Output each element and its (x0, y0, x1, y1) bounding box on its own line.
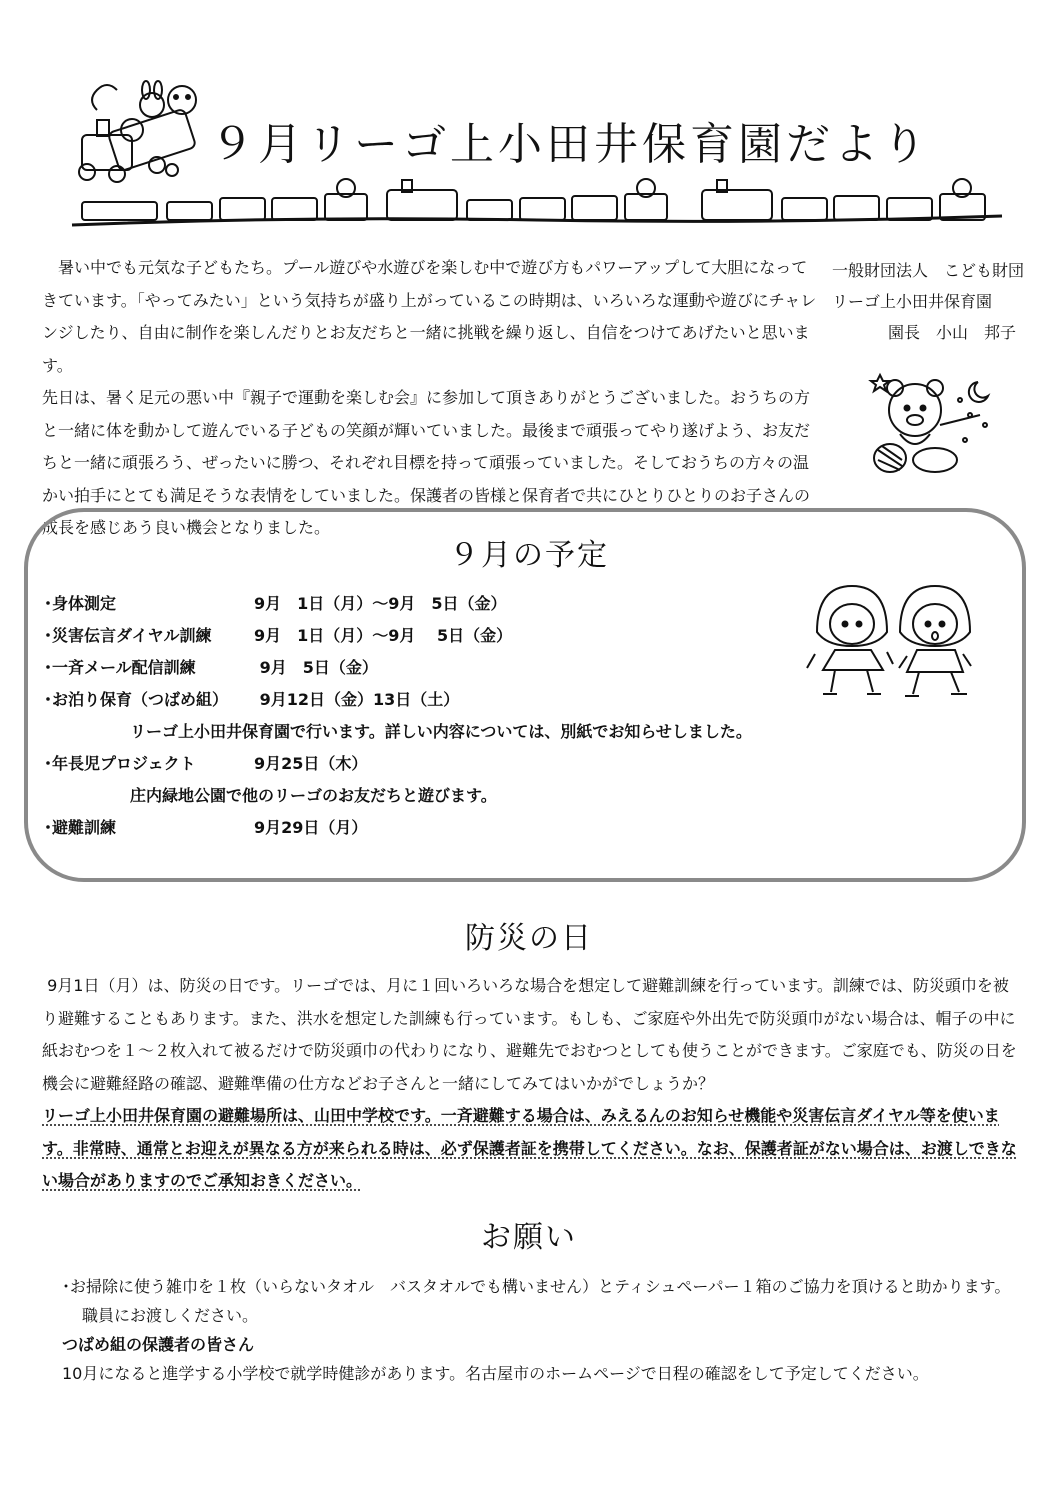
schedule-label: ･災害伝言ダイヤル訓練 (44, 626, 212, 645)
schedule-item (44, 589, 507, 619)
schedule-note-project: 庄内緑地公園で他のリーゴのお友だちと遊びます。 (130, 786, 497, 805)
schedule-item (44, 813, 367, 843)
schedule-date: 9月29日（月） (254, 818, 368, 837)
bosai-paragraph: 9月1日（月）は、防災の日です。リーゴでは、月に１回いろいろな場合を想定して避難訓練を行っています。訓練では、防災頭巾を被り避難することもあります。また、洪水を想定した訓練も行っています。もしも、ご家庭や外出先で防災頭巾がない場合は、帽子の中に紙おむつを１～２枚入れて被るだけで防災頭巾の代わりになり、避難先でおむつとしても使うことができます。ご家庭でも、防災の日を機会に避難経路の確認、避難準備の仕方などお子さんと一緒にしてみてはいかがでしょうか？ (42, 976, 1017, 1093)
schedule-date: 9月 1日（月）～9月 5日（金） (254, 626, 513, 645)
schedule-label: ･一斉メール配信訓練 (44, 658, 196, 677)
organization-info (832, 255, 1042, 348)
schedule-date: 9月 5日（金） (254, 658, 378, 677)
bosai-text (42, 970, 1017, 1198)
schedule-date: 9月 1日（月）～9月 5日（金） (254, 594, 507, 613)
train-border-illustration (72, 180, 1002, 235)
train-animals-illustration (72, 80, 202, 190)
schedule-label: ･避難訓練 (44, 818, 117, 837)
request-line-1: ･お掃除に使う雑巾を１枚（いらないタオル バスタオルでも構いません）とティシュペーパー１箱のご協力を頂けると助かります。 (62, 1277, 1011, 1296)
newsletter-title: ９月リーゴ上小田井保育園だより (210, 119, 930, 170)
director-name: 園長 小山 邦子 (888, 323, 1017, 342)
request-line-3: 10月になると進学する小学校で就学時健診があります。名古屋市のホームページで日程の確認をして予定してください。 (62, 1364, 929, 1383)
schedule-date: 9月12日（金）13日（土） (254, 690, 460, 709)
bosai-evacuation-notice: リーゴ上小田井保育園の避難場所は、山田中学校です。一斉避難する場合は、みえるんのお知らせ機能や災害伝言ダイヤル等を使います。非常時、通常とお迎えが異なる方が来られる時は、必ず保護者証を携帯してください。なお、保護者証がない場合は、お渡しできない場合がありますのでご承知おきください。 (42, 1106, 1017, 1190)
children-hood-illustration (805, 582, 975, 707)
request-title: お願い (481, 1220, 577, 1255)
schedule-title: ９月の予定 (449, 538, 609, 573)
schedule-item (44, 653, 378, 683)
intro-paragraph-2: 先日は、暑く足元の悪い中『親子で運動を楽しむ会』に参加して頂きありがとうございました。おうちの方と一緒に体を動かして遊んでいる子どもの笑顔が輝いていました。最後まで頑張ってやり遂げよう、お友だちと一緒に頑張ろう、ぜったいに勝つ、それぞれ目標を持って頑張っていました。そしておうちの方々の温かい拍手にとても満足そうな表情をしていました。保護者の皆様と保育者で共にひとりひとりのお子さんの成長を感じあう良い機会となりました。 (42, 388, 811, 537)
schedule-label: ･お泊り保育（つばめ組） (44, 690, 229, 709)
schedule-item (44, 749, 367, 779)
bosai-title: 防災の日 (465, 921, 593, 956)
request-line-2: 職員にお渡しください。 (82, 1306, 259, 1325)
schedule-item (44, 621, 512, 651)
schedule-date: 9月25日（木） (254, 754, 368, 773)
intro-text (42, 252, 822, 545)
schedule-item (44, 685, 459, 715)
tsubame-heading: つばめ組の保護者の皆さん (62, 1335, 255, 1354)
request-text (62, 1272, 1022, 1388)
org-name: 一般財団法人 こども財団 (832, 261, 1025, 280)
nursery-name: リーゴ上小田井保育園 (832, 292, 993, 311)
schedule-label: ･身体測定 (44, 594, 117, 613)
schedule-note-otomari: リーゴ上小田井保育園で行います。詳しい内容については、別紙でお知らせしました。 (130, 722, 752, 741)
intro-paragraph-1: 暑い中でも元気な子どもたち。プール遊びや水遊びを楽しむ中で遊び方もパワーアップして大胆になってきています。「やってみたい」という気持ちが盛り上がっているこの時期は、いろいろな運動や遊びにチャレンジしたり、自由に制作を楽しんだりとお友だちと一緒に挑戦を繰り返し、自信をつけてあげたいと思います。 (42, 258, 817, 375)
schedule-label: ･年長児プロジェクト (44, 754, 196, 773)
bear-drum-illustration (860, 370, 1020, 480)
